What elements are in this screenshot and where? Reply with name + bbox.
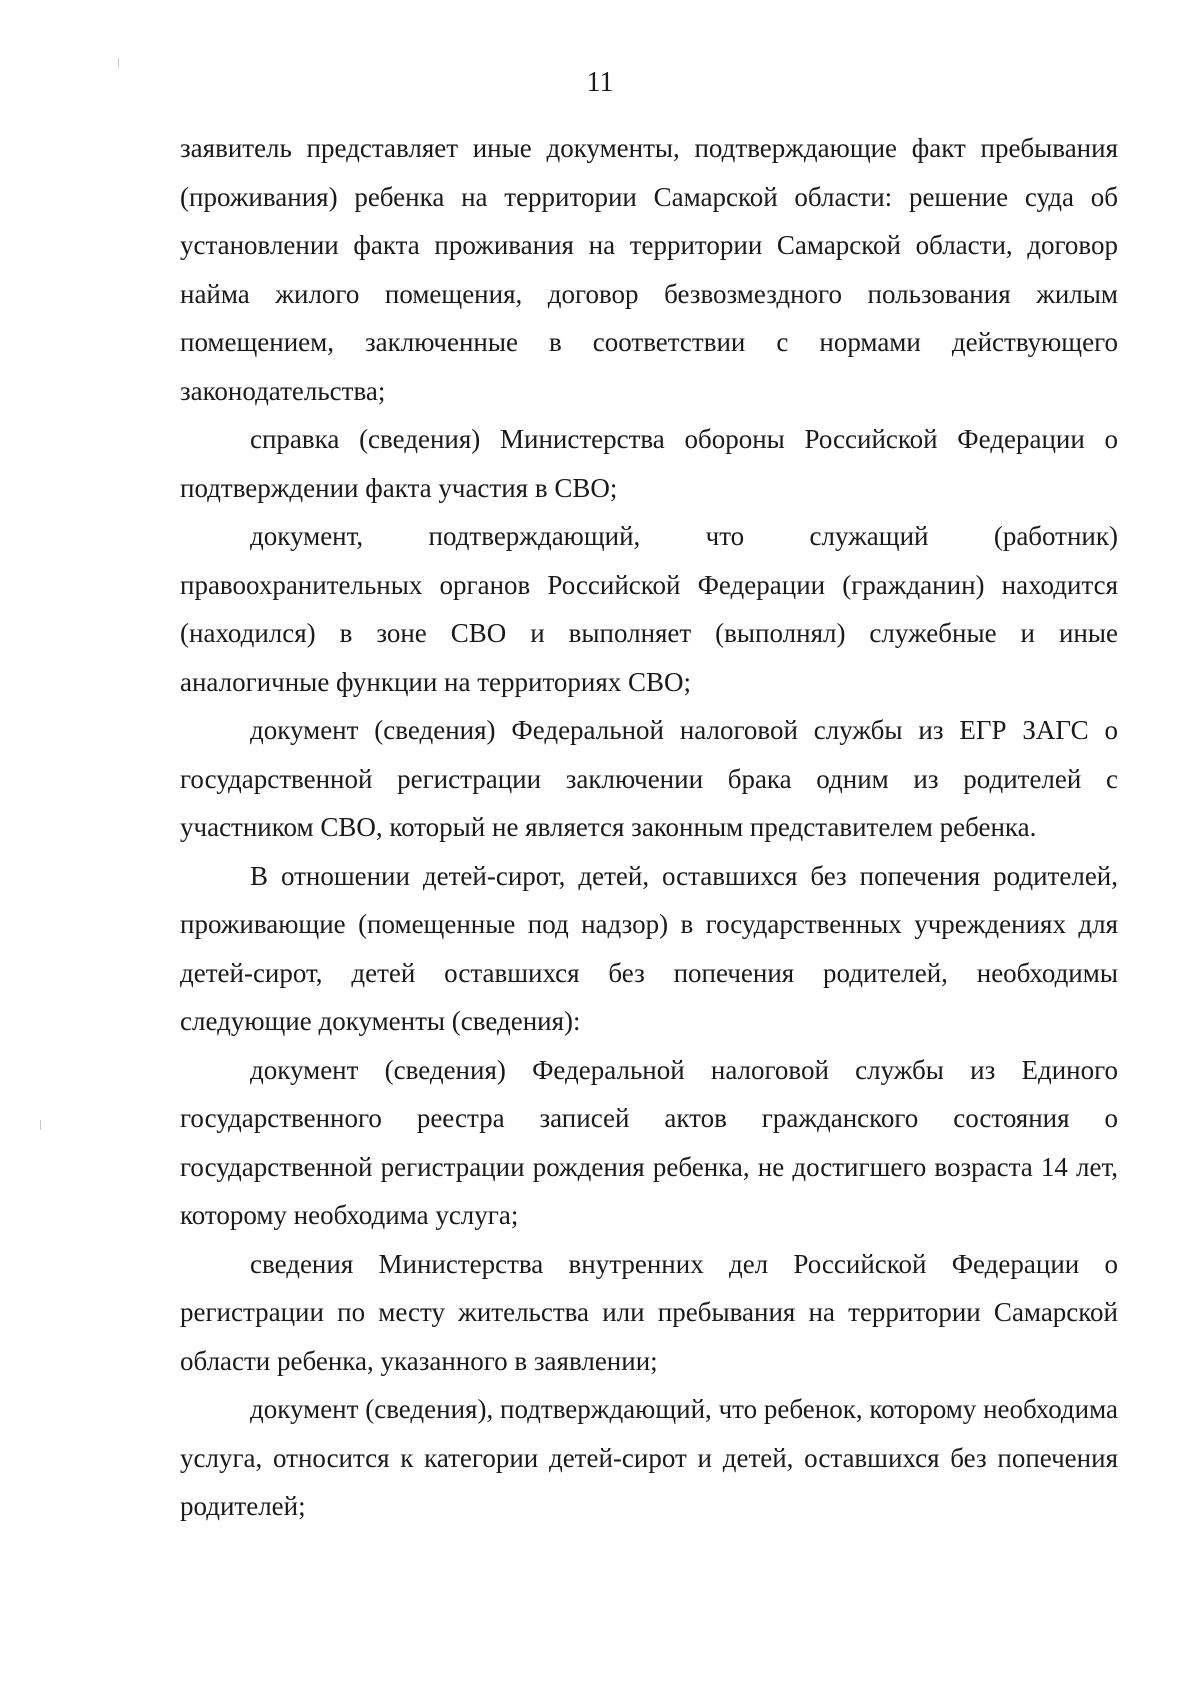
- paragraph: документ, подтверждающий, что служащий (работник) правоохранительных органов Российской Федерации (гражданин) находится (находился) в зоне СВО и выполняет (выполнял) служебные и иные аналогичные функции на территориях СВО;: [180, 521, 1118, 697]
- paragraph: документ (сведения) Федеральной налоговой службы из ЕГР ЗАГС о государственной регистрации заключении брака одним из родителей с участником СВО, который не является законным представителем ребенка.: [180, 715, 1118, 842]
- paragraph: сведения Министерства внутренних дел Российской Федерации о регистрации по месту жительства или пребывания на территории Самарской области ребенка, указанного в заявлении;: [180, 1248, 1118, 1376]
- paragraph: документ (сведения), подтверждающий, что ребенок, которому необходима услуга, относится к категории детей-сирот и детей, оставшихся без попечения родителей;: [180, 1394, 1118, 1521]
- page-number: 11: [586, 67, 614, 98]
- paragraph: справка (сведения) Министерства обороны Российской Федерации о подтверждении факта участия в СВО;: [180, 424, 1118, 503]
- paragraph: документ (сведения) Федеральной налоговой службы из Единого государственного реестра записей актов гражданского состояния о государственной регистрации рождения ребенка, не достигшего возраста 14 лет, которому необходима услуга;: [180, 1054, 1118, 1230]
- paragraph: заявитель представляет иные документы, подтверждающие факт пребывания (проживания) ребенка на территории Самарской области: решение суда об установлении факта проживания на территории Самарской области, договор найма жилого помещения, договор безвозмездного пользования жилым помещением, заключенные в соответствии с нормами действующего законодательства;: [180, 133, 1118, 406]
- paragraph: В отношении детей-сирот, детей, оставшихся без попечения родителей, проживающие (помещенные под надзор) в государственных учреждениях для детей-сирот, детей оставшихся без попечения родителей, необходимы следующие документы (сведения):: [180, 860, 1118, 1036]
- document-body: [180, 124, 1118, 1531]
- scan-artifact: [40, 1120, 41, 1130]
